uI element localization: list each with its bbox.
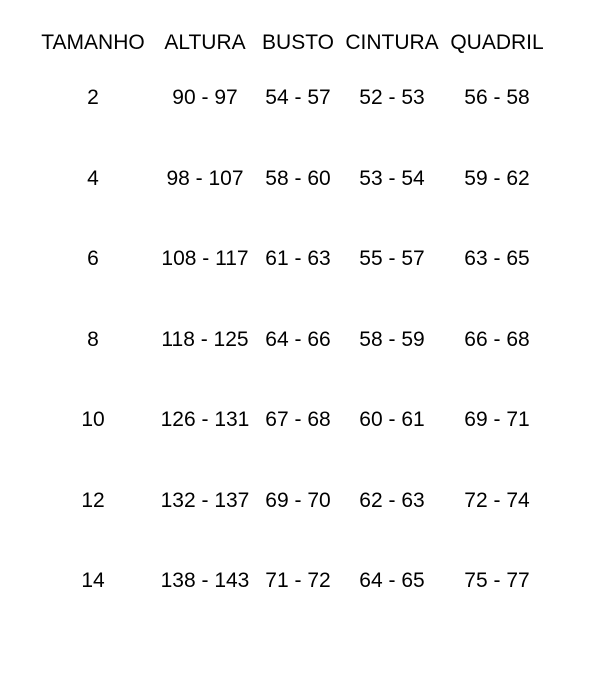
cell-tamanho: 12 bbox=[81, 489, 105, 512]
table-row bbox=[0, 164, 600, 194]
cell-busto: 69 - 70 bbox=[265, 489, 331, 512]
cell-cintura: 64 - 65 bbox=[359, 569, 425, 592]
cell-busto: 67 - 68 bbox=[265, 408, 331, 431]
cell-altura: 118 - 125 bbox=[161, 328, 249, 351]
cell-tamanho: 8 bbox=[87, 328, 99, 351]
header-busto: BUSTO bbox=[262, 31, 334, 54]
table-row bbox=[0, 325, 600, 355]
table-row bbox=[0, 244, 600, 274]
cell-tamanho: 6 bbox=[87, 247, 99, 270]
cell-altura: 98 - 107 bbox=[166, 167, 244, 190]
cell-tamanho: 14 bbox=[81, 569, 105, 592]
cell-quadril: 66 - 68 bbox=[464, 328, 530, 351]
cell-altura: 108 - 117 bbox=[161, 247, 249, 270]
cell-cintura: 58 - 59 bbox=[359, 328, 425, 351]
cell-cintura: 55 - 57 bbox=[359, 247, 425, 270]
cell-cintura: 62 - 63 bbox=[359, 489, 425, 512]
cell-altura: 138 - 143 bbox=[160, 569, 250, 592]
cell-busto: 58 - 60 bbox=[265, 167, 331, 190]
cell-altura: 90 - 97 bbox=[172, 86, 238, 109]
cell-quadril: 72 - 74 bbox=[464, 489, 530, 512]
cell-altura: 132 - 137 bbox=[160, 489, 250, 512]
table-row bbox=[0, 405, 600, 435]
cell-quadril: 69 - 71 bbox=[464, 408, 530, 431]
cell-quadril: 59 - 62 bbox=[464, 167, 530, 190]
cell-cintura: 60 - 61 bbox=[359, 408, 425, 431]
table-row bbox=[0, 486, 600, 516]
cell-quadril: 63 - 65 bbox=[464, 247, 530, 270]
cell-cintura: 53 - 54 bbox=[359, 167, 425, 190]
table-header-row bbox=[0, 28, 600, 58]
cell-busto: 61 - 63 bbox=[265, 247, 331, 270]
cell-busto: 54 - 57 bbox=[265, 86, 331, 109]
table-row bbox=[0, 83, 600, 113]
cell-quadril: 56 - 58 bbox=[464, 86, 530, 109]
cell-tamanho: 2 bbox=[87, 86, 99, 109]
header-cintura: CINTURA bbox=[345, 31, 439, 54]
cell-busto: 64 - 66 bbox=[265, 328, 331, 351]
header-altura: ALTURA bbox=[164, 31, 246, 54]
cell-quadril: 75 - 77 bbox=[464, 569, 530, 592]
cell-tamanho: 4 bbox=[87, 167, 99, 190]
header-quadril: QUADRIL bbox=[450, 31, 544, 54]
cell-cintura: 52 - 53 bbox=[359, 86, 425, 109]
table-row bbox=[0, 566, 600, 596]
cell-altura: 126 - 131 bbox=[160, 408, 250, 431]
cell-tamanho: 10 bbox=[81, 408, 105, 431]
header-tamanho: TAMANHO bbox=[41, 31, 145, 54]
cell-busto: 71 - 72 bbox=[265, 569, 331, 592]
